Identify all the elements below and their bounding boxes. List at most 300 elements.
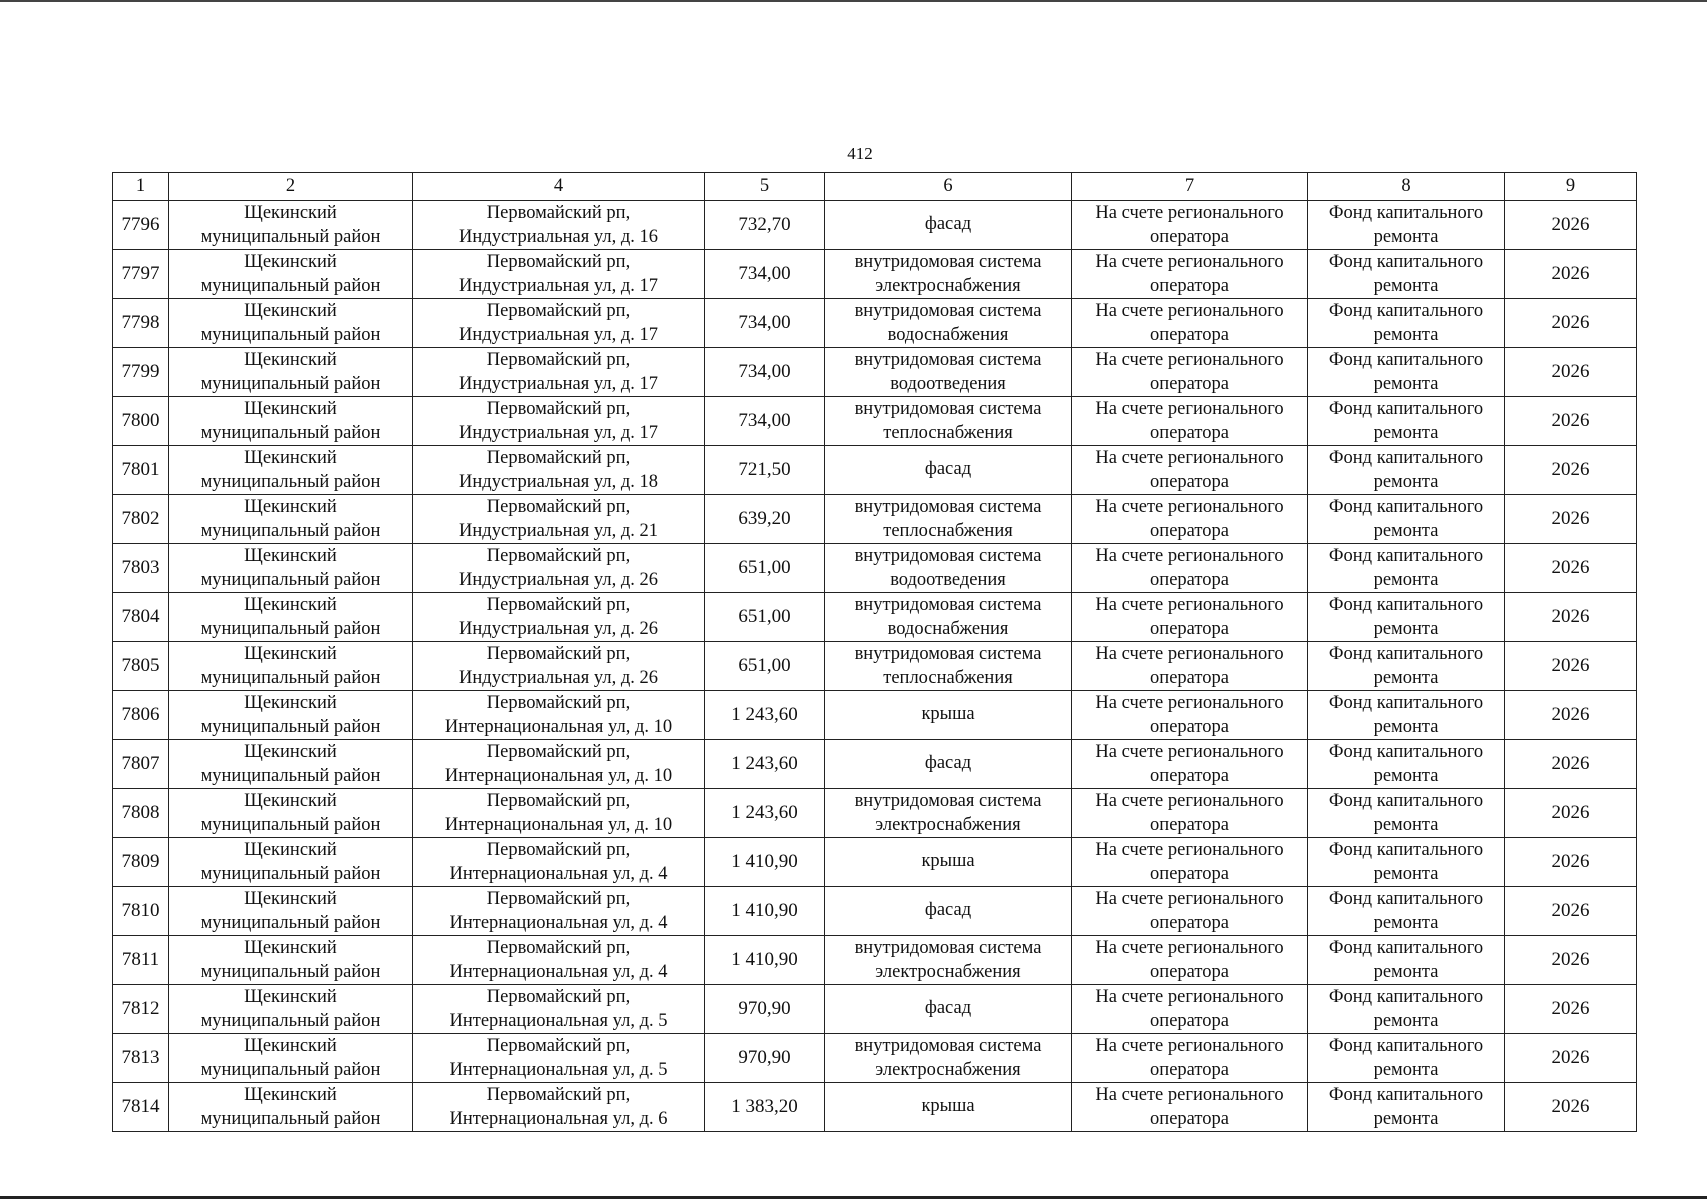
row-number-cell: 7813 — [113, 1034, 169, 1083]
district-cell — [169, 544, 413, 593]
year-cell: 2026 — [1505, 887, 1637, 936]
fund-source-cell-line: Фонд капитального — [1328, 301, 1484, 321]
fund-source-cell — [1308, 691, 1505, 740]
area-cell: 734,00 — [705, 397, 825, 446]
work-type-cell — [825, 691, 1072, 740]
account-cell — [1072, 1083, 1308, 1132]
address-cell-line: Индустриальная ул, д. 17 — [459, 324, 658, 345]
address-cell-line: Первомайский рп, — [486, 791, 631, 811]
work-type-cell-line: электроснабжения — [875, 275, 1021, 296]
work-type-cell-line: водоотведения — [890, 569, 1006, 590]
row-number-cell: 7806 — [113, 691, 169, 740]
address-cell-line: Первомайский рп, — [486, 546, 631, 566]
table-row — [113, 642, 1637, 691]
fund-source-cell-line: Фонд капитального — [1328, 791, 1484, 811]
year-cell: 2026 — [1505, 936, 1637, 985]
address-cell — [413, 691, 705, 740]
row-number-cell: 7803 — [113, 544, 169, 593]
address-cell-line: Первомайский рп, — [486, 448, 631, 468]
area-cell: 1 243,60 — [705, 691, 825, 740]
year-cell: 2026 — [1505, 691, 1637, 740]
fund-source-cell — [1308, 1083, 1505, 1132]
district-cell-line: Щекинский — [244, 1036, 337, 1056]
account-cell-line: На счете регионального — [1095, 399, 1284, 419]
year-cell: 2026 — [1505, 593, 1637, 642]
fund-source-cell-line: ремонта — [1373, 667, 1439, 688]
work-type-cell-line: внутридомовая система — [854, 791, 1042, 811]
account-cell-line: На счете регионального — [1095, 938, 1284, 958]
year-cell: 2026 — [1505, 838, 1637, 887]
row-number-cell: 7807 — [113, 740, 169, 789]
area-cell: 651,00 — [705, 593, 825, 642]
address-cell-line: Индустриальная ул, д. 17 — [459, 373, 658, 394]
account-cell-line: оператора — [1150, 814, 1229, 835]
address-cell — [413, 299, 705, 348]
table-row — [113, 299, 1637, 348]
row-number-cell: 7808 — [113, 789, 169, 838]
fund-source-cell — [1308, 250, 1505, 299]
district-cell-line: муниципальный район — [200, 814, 381, 835]
account-cell — [1072, 250, 1308, 299]
work-type-cell-line: фасад — [924, 459, 972, 480]
table-row — [113, 1083, 1637, 1132]
fund-source-cell-line: Фонд капитального — [1328, 203, 1484, 223]
column-header: 8 — [1308, 173, 1505, 201]
work-type-cell-line: электроснабжения — [875, 1059, 1021, 1080]
address-cell-line: Первомайский рп, — [486, 693, 631, 713]
fund-source-cell-line: ремонта — [1373, 814, 1439, 835]
account-cell-line: оператора — [1150, 324, 1229, 345]
account-cell-line: На счете регионального — [1095, 644, 1284, 664]
row-number-cell: 7805 — [113, 642, 169, 691]
table-row — [113, 593, 1637, 642]
year-cell: 2026 — [1505, 642, 1637, 691]
address-cell-line: Первомайский рп, — [486, 497, 631, 517]
address-cell — [413, 348, 705, 397]
work-type-cell — [825, 838, 1072, 887]
account-cell-line: оператора — [1150, 765, 1229, 786]
district-cell-line: Щекинский — [244, 203, 337, 223]
address-cell-line: Первомайский рп, — [486, 840, 631, 860]
work-type-cell-line: внутридомовая система — [854, 1036, 1042, 1056]
work-type-cell-line: фасад — [924, 900, 972, 921]
fund-source-cell — [1308, 348, 1505, 397]
district-cell-line: муниципальный район — [200, 667, 381, 688]
year-cell: 2026 — [1505, 299, 1637, 348]
work-type-cell-line: фасад — [924, 214, 972, 235]
column-header: 5 — [705, 173, 825, 201]
table-row — [113, 250, 1637, 299]
account-cell-line: оператора — [1150, 961, 1229, 982]
work-type-cell — [825, 1034, 1072, 1083]
address-cell — [413, 397, 705, 446]
account-cell-line: На счете регионального — [1095, 595, 1284, 615]
account-cell-line: На счете регионального — [1095, 742, 1284, 762]
column-header: 2 — [169, 173, 413, 201]
work-type-cell — [825, 544, 1072, 593]
work-type-cell — [825, 250, 1072, 299]
account-cell-line: оператора — [1150, 1059, 1229, 1080]
table-row — [113, 691, 1637, 740]
address-cell-line: Интернациональная ул, д. 5 — [449, 1010, 668, 1031]
row-number-cell: 7804 — [113, 593, 169, 642]
year-cell: 2026 — [1505, 1083, 1637, 1132]
area-cell: 1 243,60 — [705, 789, 825, 838]
district-cell-line: Щекинский — [244, 252, 337, 272]
year-cell: 2026 — [1505, 1034, 1637, 1083]
account-cell — [1072, 691, 1308, 740]
district-cell-line: Щекинский — [244, 546, 337, 566]
work-type-cell-line: внутридомовая система — [854, 301, 1042, 321]
account-cell-line: оператора — [1150, 471, 1229, 492]
fund-source-cell-line: Фонд капитального — [1328, 595, 1484, 615]
fund-source-cell-line: Фонд капитального — [1328, 840, 1484, 860]
address-cell-line: Интернациональная ул, д. 10 — [444, 814, 673, 835]
address-cell-line: Индустриальная ул, д. 26 — [459, 618, 658, 639]
column-header: 1 — [113, 173, 169, 201]
bottom-border-line — [0, 1196, 1707, 1199]
address-cell-line: Интернациональная ул, д. 5 — [449, 1059, 668, 1080]
column-header: 7 — [1072, 173, 1308, 201]
account-cell-line: оператора — [1150, 618, 1229, 639]
fund-source-cell-line: Фонд капитального — [1328, 938, 1484, 958]
year-cell: 2026 — [1505, 789, 1637, 838]
work-type-cell-line: водоснабжения — [887, 324, 1009, 345]
district-cell-line: Щекинский — [244, 889, 337, 909]
area-cell: 970,90 — [705, 985, 825, 1034]
district-cell — [169, 201, 413, 250]
address-cell-line: Индустриальная ул, д. 17 — [459, 422, 658, 443]
work-type-cell-line: теплоснабжения — [883, 520, 1013, 541]
account-cell-line: На счете регионального — [1095, 1085, 1284, 1105]
address-cell — [413, 544, 705, 593]
area-cell: 734,00 — [705, 250, 825, 299]
district-cell — [169, 593, 413, 642]
address-cell-line: Первомайский рп, — [486, 889, 631, 909]
work-type-cell — [825, 495, 1072, 544]
address-cell-line: Индустриальная ул, д. 17 — [459, 275, 658, 296]
account-cell-line: оператора — [1150, 520, 1229, 541]
row-number-cell: 7801 — [113, 446, 169, 495]
work-type-cell — [825, 789, 1072, 838]
account-cell — [1072, 642, 1308, 691]
district-cell — [169, 1083, 413, 1132]
year-cell: 2026 — [1505, 348, 1637, 397]
district-cell — [169, 838, 413, 887]
work-type-cell — [825, 348, 1072, 397]
fund-source-cell-line: Фонд капитального — [1328, 1085, 1484, 1105]
address-cell-line: Интернациональная ул, д. 4 — [449, 863, 668, 884]
fund-source-cell-line: ремонта — [1373, 422, 1439, 443]
area-cell: 732,70 — [705, 201, 825, 250]
address-cell-line: Первомайский рп, — [486, 399, 631, 419]
fund-source-cell-line: Фонд капитального — [1328, 252, 1484, 272]
fund-source-cell — [1308, 936, 1505, 985]
fund-source-cell-line: Фонд капитального — [1328, 693, 1484, 713]
address-cell — [413, 985, 705, 1034]
work-type-cell-line: водоснабжения — [887, 618, 1009, 639]
district-cell-line: Щекинский — [244, 399, 337, 419]
district-cell-line: Щекинский — [244, 987, 337, 1007]
account-cell-line: оператора — [1150, 1108, 1229, 1129]
account-cell — [1072, 1034, 1308, 1083]
district-cell-line: муниципальный район — [200, 520, 381, 541]
district-cell — [169, 446, 413, 495]
district-cell — [169, 985, 413, 1034]
fund-source-cell-line: ремонта — [1373, 226, 1439, 247]
work-type-cell-line: внутридомовая система — [854, 546, 1042, 566]
account-cell — [1072, 985, 1308, 1034]
row-number-cell: 7812 — [113, 985, 169, 1034]
district-cell — [169, 887, 413, 936]
work-type-cell-line: электроснабжения — [875, 814, 1021, 835]
address-cell — [413, 838, 705, 887]
fund-source-cell — [1308, 397, 1505, 446]
address-cell-line: Первомайский рп, — [486, 938, 631, 958]
address-cell — [413, 887, 705, 936]
account-cell — [1072, 936, 1308, 985]
row-number-cell: 7811 — [113, 936, 169, 985]
work-type-cell-line: внутридомовая система — [854, 497, 1042, 517]
row-number-cell: 7799 — [113, 348, 169, 397]
column-header: 9 — [1505, 173, 1637, 201]
table-row — [113, 348, 1637, 397]
year-cell: 2026 — [1505, 250, 1637, 299]
top-border-line — [0, 0, 1707, 2]
area-cell: 734,00 — [705, 299, 825, 348]
fund-source-cell — [1308, 985, 1505, 1034]
address-cell-line: Первомайский рп, — [486, 350, 631, 370]
fund-source-cell-line: ремонта — [1373, 716, 1439, 737]
account-cell-line: оператора — [1150, 912, 1229, 933]
district-cell-line: муниципальный район — [200, 961, 381, 982]
fund-source-cell-line: ремонта — [1373, 863, 1439, 884]
work-type-cell — [825, 1083, 1072, 1132]
address-cell — [413, 201, 705, 250]
fund-source-cell-line: ремонта — [1373, 471, 1439, 492]
district-cell — [169, 936, 413, 985]
fund-source-cell — [1308, 201, 1505, 250]
area-cell: 970,90 — [705, 1034, 825, 1083]
address-cell-line: Первомайский рп, — [486, 252, 631, 272]
work-type-cell — [825, 593, 1072, 642]
fund-source-cell-line: Фонд капитального — [1328, 497, 1484, 517]
address-cell — [413, 593, 705, 642]
fund-source-cell-line: ремонта — [1373, 1108, 1439, 1129]
year-cell: 2026 — [1505, 985, 1637, 1034]
account-cell — [1072, 789, 1308, 838]
address-cell-line: Первомайский рп, — [486, 595, 631, 615]
district-cell-line: муниципальный район — [200, 422, 381, 443]
year-cell: 2026 — [1505, 495, 1637, 544]
area-cell: 651,00 — [705, 642, 825, 691]
area-cell: 1 410,90 — [705, 838, 825, 887]
address-cell-line: Первомайский рп, — [486, 987, 631, 1007]
account-cell — [1072, 495, 1308, 544]
address-cell-line: Первомайский рп, — [486, 644, 631, 664]
work-type-cell-line: внутридомовая система — [854, 938, 1042, 958]
work-type-cell-line: фасад — [924, 998, 972, 1019]
table-row — [113, 985, 1637, 1034]
year-cell: 2026 — [1505, 201, 1637, 250]
account-cell-line: оператора — [1150, 373, 1229, 394]
fund-source-cell-line: Фонд капитального — [1328, 644, 1484, 664]
district-cell-line: муниципальный район — [200, 373, 381, 394]
register-table — [112, 172, 1637, 1132]
table-row — [113, 936, 1637, 985]
address-cell-line: Интернациональная ул, д. 10 — [444, 716, 673, 737]
work-type-cell-line: теплоснабжения — [883, 667, 1013, 688]
fund-source-cell-line: Фонд капитального — [1328, 1036, 1484, 1056]
account-cell-line: На счете регионального — [1095, 1036, 1284, 1056]
account-cell-line: оператора — [1150, 863, 1229, 884]
table-header — [113, 173, 1637, 201]
district-cell — [169, 250, 413, 299]
header-row — [113, 173, 1637, 201]
district-cell-line: муниципальный район — [200, 226, 381, 247]
account-cell-line: На счете регионального — [1095, 693, 1284, 713]
district-cell-line: муниципальный район — [200, 912, 381, 933]
fund-source-cell-line: Фонд капитального — [1328, 742, 1484, 762]
fund-source-cell-line: ремонта — [1373, 275, 1439, 296]
address-cell-line: Первомайский рп, — [486, 203, 631, 223]
work-type-cell — [825, 887, 1072, 936]
address-cell-line: Индустриальная ул, д. 16 — [459, 226, 658, 247]
district-cell-line: муниципальный район — [200, 863, 381, 884]
fund-source-cell — [1308, 495, 1505, 544]
account-cell — [1072, 740, 1308, 789]
table-row — [113, 838, 1637, 887]
year-cell: 2026 — [1505, 446, 1637, 495]
account-cell — [1072, 838, 1308, 887]
district-cell-line: Щекинский — [244, 301, 337, 321]
fund-source-cell-line: ремонта — [1373, 324, 1439, 345]
work-type-cell-line: внутридомовая система — [854, 399, 1042, 419]
account-cell-line: оператора — [1150, 1010, 1229, 1031]
fund-source-cell-line: Фонд капитального — [1328, 448, 1484, 468]
area-cell: 721,50 — [705, 446, 825, 495]
row-number-cell: 7798 — [113, 299, 169, 348]
fund-source-cell-line: ремонта — [1373, 912, 1439, 933]
district-cell-line: муниципальный район — [200, 1108, 381, 1129]
year-cell: 2026 — [1505, 544, 1637, 593]
account-cell-line: На счете регионального — [1095, 987, 1284, 1007]
work-type-cell — [825, 936, 1072, 985]
fund-source-cell-line: ремонта — [1373, 961, 1439, 982]
fund-source-cell — [1308, 299, 1505, 348]
table-row — [113, 495, 1637, 544]
account-cell-line: На счете регионального — [1095, 448, 1284, 468]
row-number-cell: 7810 — [113, 887, 169, 936]
area-cell: 651,00 — [705, 544, 825, 593]
work-type-cell-line: теплоснабжения — [883, 422, 1013, 443]
table-row — [113, 397, 1637, 446]
district-cell-line: муниципальный район — [200, 569, 381, 590]
row-number-cell: 7802 — [113, 495, 169, 544]
table-row — [113, 1034, 1637, 1083]
address-cell-line: Индустриальная ул, д. 21 — [459, 520, 658, 541]
fund-source-cell — [1308, 446, 1505, 495]
work-type-cell — [825, 642, 1072, 691]
account-cell-line: На счете регионального — [1095, 840, 1284, 860]
table-row — [113, 740, 1637, 789]
account-cell-line: оператора — [1150, 716, 1229, 737]
work-type-cell-line: крыша — [921, 1096, 975, 1117]
fund-source-cell-line: Фонд капитального — [1328, 987, 1484, 1007]
work-type-cell-line: внутридомовая система — [854, 644, 1042, 664]
account-cell — [1072, 299, 1308, 348]
address-cell-line: Индустриальная ул, д. 26 — [459, 569, 658, 590]
district-cell-line: Щекинский — [244, 938, 337, 958]
work-type-cell — [825, 446, 1072, 495]
address-cell-line: Индустриальная ул, д. 18 — [459, 471, 658, 492]
account-cell — [1072, 544, 1308, 593]
district-cell — [169, 740, 413, 789]
work-type-cell-line: фасад — [924, 753, 972, 774]
table-row — [113, 887, 1637, 936]
district-cell-line: Щекинский — [244, 840, 337, 860]
fund-source-cell-line: ремонта — [1373, 520, 1439, 541]
fund-source-cell-line: ремонта — [1373, 1010, 1439, 1031]
work-type-cell-line: внутридомовая система — [854, 595, 1042, 615]
address-cell-line: Интернациональная ул, д. 4 — [449, 961, 668, 982]
address-cell-line: Первомайский рп, — [486, 1036, 631, 1056]
fund-source-cell-line: ремонта — [1373, 618, 1439, 639]
address-cell-line: Индустриальная ул, д. 26 — [459, 667, 658, 688]
fund-source-cell — [1308, 642, 1505, 691]
district-cell-line: Щекинский — [244, 791, 337, 811]
area-cell: 1 410,90 — [705, 887, 825, 936]
row-number-cell: 7797 — [113, 250, 169, 299]
district-cell-line: Щекинский — [244, 644, 337, 664]
address-cell — [413, 250, 705, 299]
fund-source-cell — [1308, 544, 1505, 593]
district-cell-line: муниципальный район — [200, 1010, 381, 1031]
fund-source-cell-line: Фонд капитального — [1328, 546, 1484, 566]
account-cell-line: На счете регионального — [1095, 546, 1284, 566]
fund-source-cell — [1308, 838, 1505, 887]
fund-source-cell — [1308, 887, 1505, 936]
district-cell-line: Щекинский — [244, 742, 337, 762]
district-cell-line: Щекинский — [244, 497, 337, 517]
account-cell-line: На счете регионального — [1095, 252, 1284, 272]
row-number-cell: 7796 — [113, 201, 169, 250]
row-number-cell: 7800 — [113, 397, 169, 446]
table-body — [113, 201, 1637, 1132]
address-cell — [413, 1083, 705, 1132]
work-type-cell-line: крыша — [921, 704, 975, 725]
work-type-cell — [825, 740, 1072, 789]
work-type-cell-line: водоотведения — [890, 373, 1006, 394]
district-cell — [169, 348, 413, 397]
work-type-cell-line: электроснабжения — [875, 961, 1021, 982]
district-cell-line: муниципальный район — [200, 618, 381, 639]
table-row — [113, 789, 1637, 838]
fund-source-cell — [1308, 789, 1505, 838]
area-cell: 1 410,90 — [705, 936, 825, 985]
account-cell — [1072, 201, 1308, 250]
address-cell — [413, 789, 705, 838]
district-cell — [169, 691, 413, 740]
address-cell-line: Первомайский рп, — [486, 1085, 631, 1105]
page-number: 412 — [847, 144, 873, 163]
work-type-cell — [825, 201, 1072, 250]
address-cell-line: Интернациональная ул, д. 4 — [449, 912, 668, 933]
account-cell-line: оператора — [1150, 422, 1229, 443]
account-cell-line: оператора — [1150, 275, 1229, 296]
area-cell: 639,20 — [705, 495, 825, 544]
address-cell-line: Первомайский рп, — [486, 301, 631, 321]
